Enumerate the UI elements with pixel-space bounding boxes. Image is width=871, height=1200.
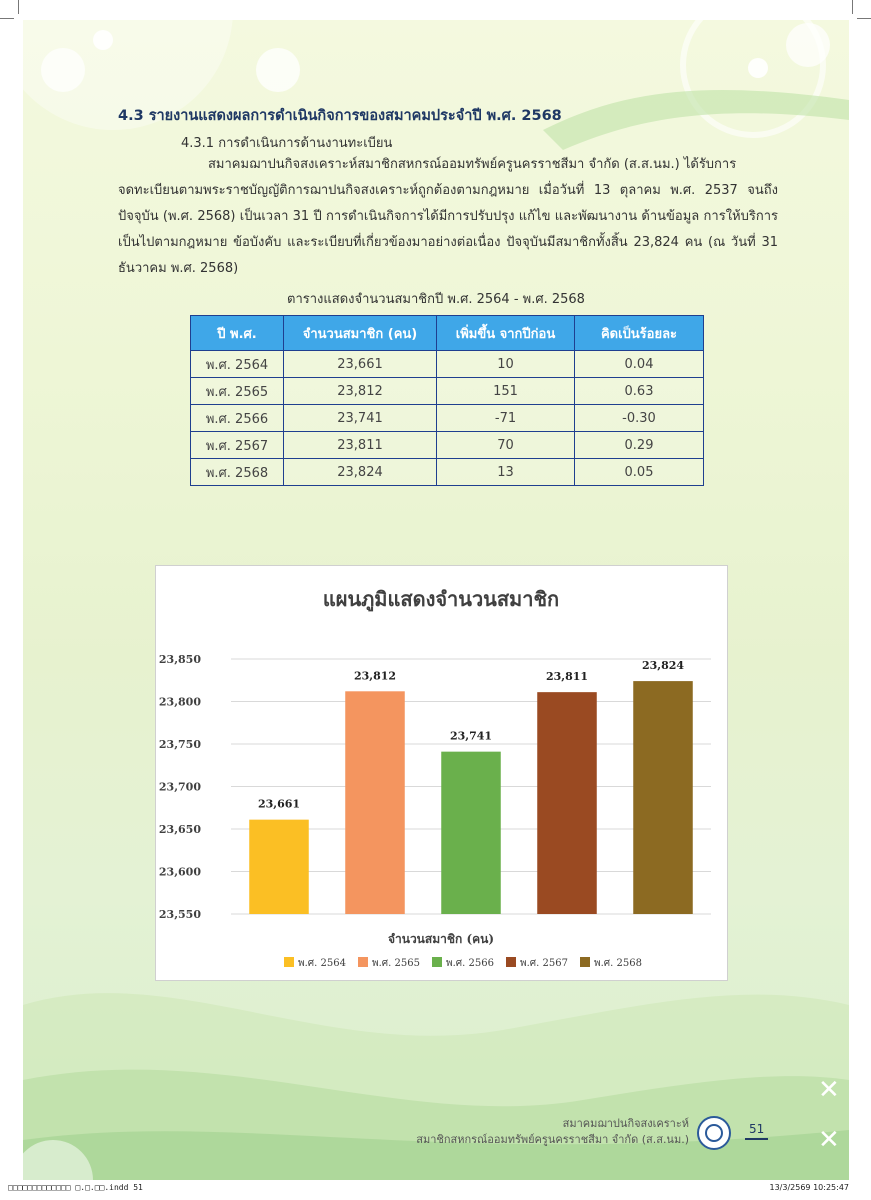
y-tick-label: 23,700 <box>158 780 201 794</box>
y-tick-label: 23,600 <box>158 865 201 879</box>
table-header-row <box>191 316 704 351</box>
y-tick-label: 23,550 <box>158 908 201 921</box>
footer-org-line1: สมาคมฌาปนกิจสงเคราะห์ <box>562 1117 689 1130</box>
legend-label: พ.ศ. 2567 <box>520 958 568 969</box>
cell-percent: -0.30 <box>575 405 704 432</box>
header-year: ปี พ.ศ. <box>191 316 284 351</box>
subsection-heading: 4.3.1 การดำเนินการด้านงานทะเบียน <box>181 136 393 151</box>
chart-bar <box>249 820 309 914</box>
chart-bar <box>633 681 693 914</box>
legend-swatch <box>358 957 368 967</box>
cell-year: พ.ศ. 2566 <box>191 405 284 432</box>
cell-increase: 70 <box>437 432 575 459</box>
header-increase: เพิ่มขึ้น จากปีก่อน <box>437 316 575 351</box>
y-tick-label: 23,750 <box>158 738 201 751</box>
header-members: จำนวนสมาชิก (คน) <box>284 316 437 351</box>
cell-year: พ.ศ. 2564 <box>191 351 284 378</box>
x-decoration-icon: ✕ <box>818 1075 840 1105</box>
bar-chart-svg <box>156 566 727 980</box>
chart-bar <box>441 752 501 914</box>
page-number: 51 <box>745 1122 768 1140</box>
cell-members: 23,812 <box>284 378 437 405</box>
legend-swatch <box>580 957 590 967</box>
cell-year: พ.ศ. 2568 <box>191 459 284 486</box>
print-slug-file: □□□□□□□□□□□□□ □.□.□□.indd 51 <box>8 1183 143 1192</box>
print-slug-timestamp: 13/3/2569 10:25:47 <box>769 1183 849 1192</box>
association-logo-icon <box>697 1116 731 1150</box>
section-heading: 4.3 รายงานแสดงผลการดำเนินกิจการของสมาคมประจำปี พ.ศ. 2568 <box>118 108 562 124</box>
chart-bar <box>345 691 405 914</box>
legend-label: พ.ศ. 2566 <box>446 958 494 969</box>
y-tick-label: 23,850 <box>158 653 201 666</box>
cell-year: พ.ศ. 2565 <box>191 378 284 405</box>
cell-increase: 10 <box>437 351 575 378</box>
legend-label: พ.ศ. 2568 <box>594 958 642 969</box>
chart-title: แผนภูมิแสดงจำนวนสมาชิก <box>322 587 560 611</box>
cell-percent: 0.63 <box>575 378 704 405</box>
paragraph-first-line: สมาคมฌาปนกิจสงเคราะห์สมาชิกสหกรณ์ออมทรัพย์ครูนครราชสีมา จำกัด (ส.ส.นม.) ได้รับการ <box>208 157 737 172</box>
crop-mark <box>852 0 853 14</box>
body-paragraph <box>118 152 778 282</box>
table-row <box>191 459 704 486</box>
cell-increase: 13 <box>437 459 575 486</box>
cell-members: 23,811 <box>284 432 437 459</box>
member-chart <box>155 565 728 981</box>
paragraph-rest: จดทะเบียนตามพระราชบัญญัติการฌาปนกิจสงเคราะห์ถูกต้องตามกฎหมาย เมื่อวันที่ 13 ตุลาคม พ.ศ. 2537 จนถึงปัจจุบัน (พ.ศ. 2568) เป็นเวลา 31 ปี การดำเนินกิจการได้มีการปรับปรุง แก้ไข และพัฒนางาน ด้านข้อมูล การให้บริการเป็นไปตามกฎหมาย ข้อบังคับ และระเบียบที่เกี่ยวข้องมาอย่างต่อเนื่อง ปัจจุบันมีสมาชิกทั้งสิ้น 23,824 คน (ณ วันที่ 31 ธันวาคม พ.ศ. 2568) <box>118 183 778 276</box>
x-decoration-icon: ✕ <box>818 1125 840 1155</box>
bar-data-label: 23,824 <box>641 659 685 673</box>
crop-mark <box>18 0 19 14</box>
bar-data-label: 23,741 <box>449 729 493 743</box>
y-tick-label: 23,800 <box>158 695 201 709</box>
cell-members: 23,824 <box>284 459 437 486</box>
legend-swatch <box>432 957 442 967</box>
bar-data-label: 23,812 <box>353 669 397 683</box>
members-table <box>190 315 704 486</box>
legend-label: พ.ศ. 2565 <box>372 958 420 969</box>
cell-year: พ.ศ. 2567 <box>191 432 284 459</box>
cell-percent: 0.05 <box>575 459 704 486</box>
header-percent: คิดเป็นร้อยละ <box>575 316 704 351</box>
x-axis-label: จำนวนสมาชิก (คน) <box>387 932 495 946</box>
legend-label: พ.ศ. 2564 <box>298 958 346 969</box>
y-tick-label: 23,650 <box>158 823 201 836</box>
table-row <box>191 432 704 459</box>
cell-members: 23,661 <box>284 351 437 378</box>
cell-percent: 0.29 <box>575 432 704 459</box>
cell-increase: 151 <box>437 378 575 405</box>
chart-bar <box>537 692 597 914</box>
bar-data-label: 23,661 <box>257 797 301 811</box>
legend-swatch <box>284 957 294 967</box>
table-row <box>191 378 704 405</box>
table-caption: ตารางแสดงจำนวนสมาชิกปี พ.ศ. 2564 - พ.ศ. 2568 <box>287 292 585 307</box>
footer-org-line2: สมาชิกสหกรณ์ออมทรัพย์ครูนครราชสีมา จำกัด (ส.ส.นม.) <box>416 1133 689 1146</box>
cell-members: 23,741 <box>284 405 437 432</box>
cell-percent: 0.04 <box>575 351 704 378</box>
table-row <box>191 351 704 378</box>
table-row <box>191 405 704 432</box>
crop-mark <box>0 18 14 19</box>
crop-mark <box>857 18 871 19</box>
document-page <box>23 20 849 1180</box>
cell-increase: -71 <box>437 405 575 432</box>
legend-swatch <box>506 957 516 967</box>
bar-data-label: 23,811 <box>545 670 589 684</box>
